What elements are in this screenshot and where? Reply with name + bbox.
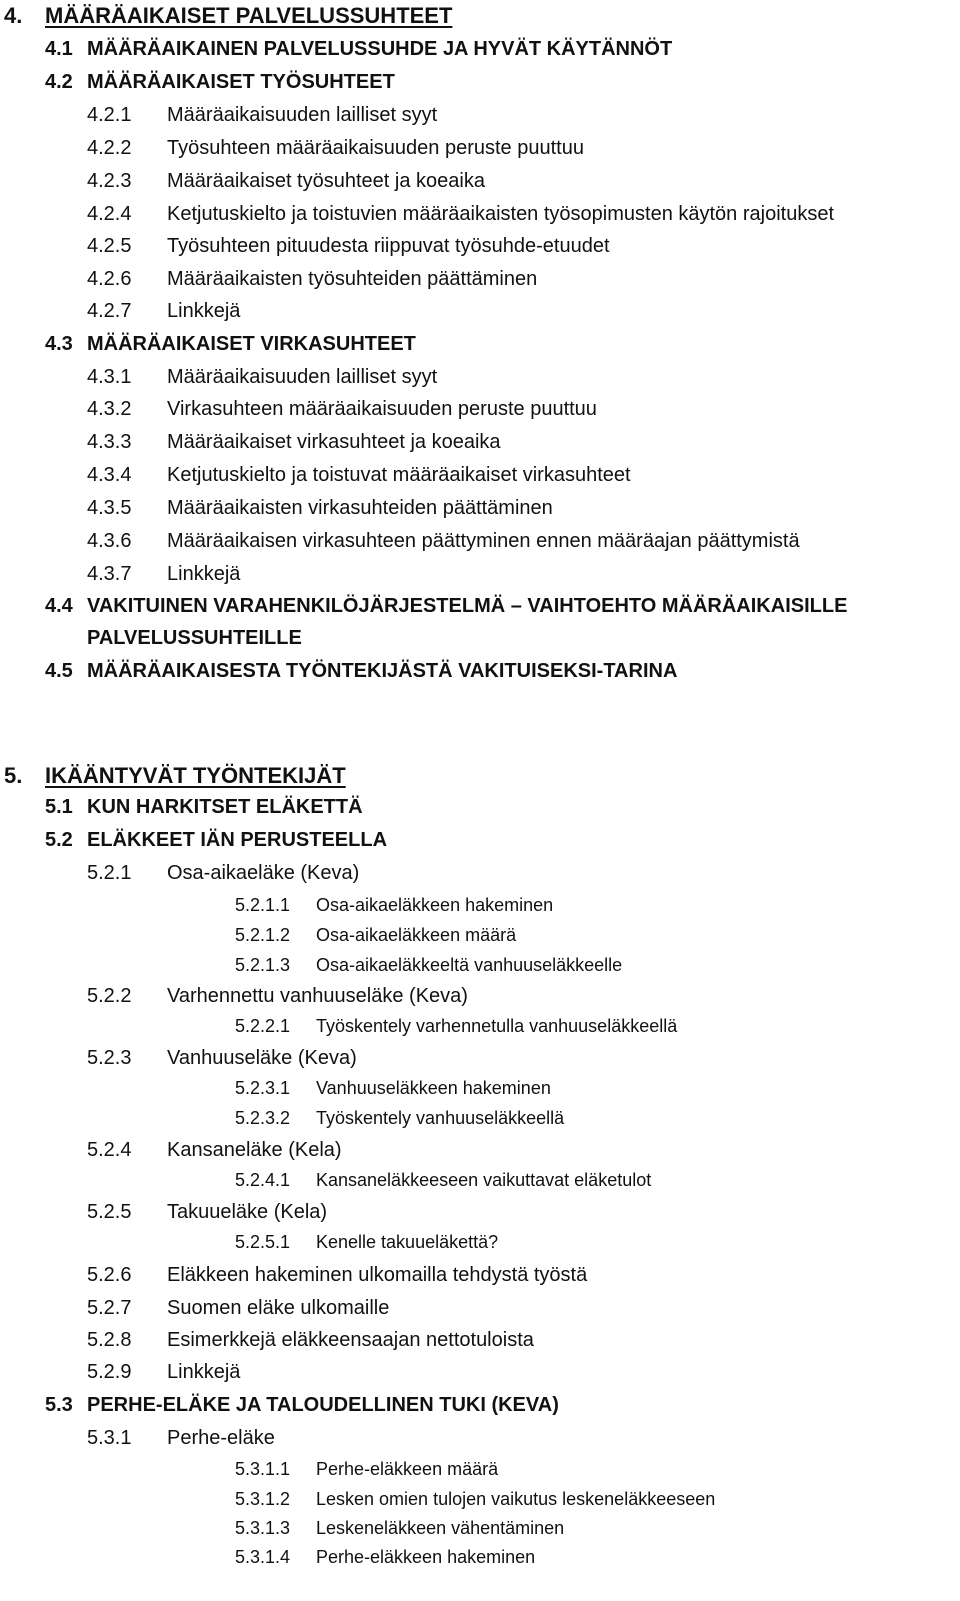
toc-entry-number: 4.3.6 [87, 530, 132, 552]
toc-entry-title[interactable]: Takuueläke (Kela) [167, 1201, 328, 1223]
toc-entry-title[interactable]: ELÄKKEET IÄN PERUSTEELLA [87, 829, 388, 851]
toc-entry-title[interactable]: Kenelle takuueläkettä? [316, 1232, 499, 1252]
toc-entry-number: 5.2.5.1 [235, 1232, 291, 1252]
toc-entry-title[interactable]: Määräaikaisten virkasuhteiden päättäminen [167, 497, 553, 519]
toc-entry-number: 4.2 [45, 71, 73, 93]
toc-entry-number: 4.3 [45, 333, 73, 355]
toc-entry-title[interactable]: Osa-aikaeläkkeen määrä [316, 925, 517, 945]
toc-entry-number: 5.3.1.1 [235, 1459, 291, 1479]
toc-entry-number: 5.2.1 [87, 862, 132, 884]
toc-entry-number: 5.1 [45, 796, 73, 818]
toc-entry-title[interactable]: Varhennettu vanhuuseläke (Keva) [167, 985, 468, 1007]
toc-entry-title[interactable]: Linkkejä [167, 563, 241, 585]
toc-entry-number: 5.3 [45, 1394, 73, 1416]
toc-entry-number: 4.3.5 [87, 497, 132, 519]
toc-entry-title[interactable]: KUN HARKITSET ELÄKETTÄ [87, 796, 363, 818]
toc-entry-number: 5.2.3.2 [235, 1108, 291, 1128]
toc-entry-title[interactable]: Kansaneläke (Kela) [167, 1139, 342, 1161]
toc-entry-number: 4.3.4 [87, 464, 132, 486]
toc-entry-title[interactable]: Lesken omien tulojen vaikutus leskeneläkkeeseen [316, 1489, 716, 1509]
toc-entry-number: 5.2.1.2 [235, 925, 291, 945]
toc-entry-number: 5.2.5 [87, 1201, 132, 1223]
toc-entry-title[interactable]: MÄÄRÄAIKAISET TYÖSUHTEET [87, 71, 395, 93]
toc-entry-title[interactable]: VAKITUINEN VARAHENKILÖJÄRJESTELMÄ – VAIHTOEHTO MÄÄRÄAIKAISILLE [87, 595, 848, 617]
toc-entry-title[interactable]: MÄÄRÄAIKAINEN PALVELUSSUHDE JA HYVÄT KÄYTÄNNÖT [87, 38, 673, 60]
toc-entry-title[interactable]: Kansaneläkkeeseen vaikuttavat eläketulot [316, 1170, 652, 1190]
toc-entry-number: 5.2.1.1 [235, 895, 291, 915]
toc-entry-number: 4.5 [45, 660, 73, 682]
toc-entry-number: 4.2.7 [87, 300, 132, 322]
toc-entry-number: 5.2.4.1 [235, 1170, 291, 1190]
toc-entry-number: 5.2.2.1 [235, 1016, 291, 1036]
toc-entry-number: 4.3.3 [87, 431, 132, 453]
toc-entry-title[interactable]: Eläkkeen hakeminen ulkomailla tehdystä työstä [167, 1264, 588, 1286]
toc-entry-title[interactable]: Määräaikaisen virkasuhteen päättyminen ennen määräajan päättymistä [167, 530, 800, 552]
toc-entry-title[interactable]: Perhe-eläke [167, 1427, 275, 1449]
toc-entry-number: 5.3.1 [87, 1427, 132, 1449]
toc-entry-number: 5.2.6 [87, 1264, 132, 1286]
toc-entry-number: 4.2.2 [87, 137, 132, 159]
toc-entry-number: 5.2.7 [87, 1297, 132, 1319]
toc-entry-number: 5.3.1.4 [235, 1547, 291, 1567]
toc-entry-title[interactable]: Perhe-eläkkeen määrä [316, 1459, 499, 1479]
toc-entry-title[interactable]: Esimerkkejä eläkkeensaajan nettotuloista [167, 1329, 534, 1351]
toc-entry-number: 5. [4, 763, 23, 788]
toc-entry-number: 4.4 [45, 595, 73, 617]
toc-entry-number: 4.2.4 [87, 203, 132, 225]
toc-entry-title[interactable]: Määräaikaiset virkasuhteet ja koeaika [167, 431, 501, 453]
toc-entry-title[interactable]: Vanhuuseläke (Keva) [167, 1047, 357, 1069]
toc-entry-number: 4.2.5 [87, 235, 132, 257]
toc-entry-number: 4.2.1 [87, 104, 132, 126]
toc-entry-title[interactable]: Määräaikaisuuden lailliset syyt [167, 104, 438, 126]
toc-entry-title[interactable]: Työskentely varhennetulla vanhuuseläkkeellä [316, 1016, 678, 1036]
toc-entry-number: 5.2 [45, 829, 73, 851]
toc-entry-number: 5.2.4 [87, 1139, 132, 1161]
toc-entry-number: 5.2.8 [87, 1329, 132, 1351]
toc-entry-number: 5.2.9 [87, 1361, 132, 1383]
toc-entry-number: 5.2.3.1 [235, 1078, 291, 1098]
toc-entry-number: 5.3.1.3 [235, 1518, 291, 1538]
toc-entry-title[interactable]: Ketjutuskielto ja toistuvat määräaikaiset virkasuhteet [167, 464, 631, 486]
toc-entry-number: 4.2.6 [87, 268, 132, 290]
toc-entry-number: 5.2.1.3 [235, 955, 291, 975]
toc-entry-number: 4.3.2 [87, 398, 132, 420]
toc-entry-title[interactable]: MÄÄRÄAIKAISET PALVELUSSUHTEET [45, 3, 453, 28]
toc-entry-title[interactable]: Osa-aikaeläkkeen hakeminen [316, 895, 554, 915]
toc-entry-title[interactable]: Virkasuhteen määräaikaisuuden peruste puuttuu [167, 398, 597, 420]
toc-entry-title-continued[interactable]: PALVELUSSUHTEILLE [87, 627, 302, 649]
toc-entry-title[interactable]: Määräaikaisuuden lailliset syyt [167, 366, 438, 388]
toc-entry-title[interactable]: Suomen eläke ulkomaille [167, 1297, 390, 1319]
toc-entry-title[interactable]: Ketjutuskielto ja toistuvien määräaikaisten työsopimusten käytön rajoitukset [167, 203, 835, 225]
toc-entry-title[interactable]: Osa-aikaeläke (Keva) [167, 862, 360, 884]
toc-entry-title[interactable]: Linkkejä [167, 1361, 241, 1383]
toc-entry-number: 5.3.1.2 [235, 1489, 291, 1509]
toc-entry-title[interactable]: Perhe-eläkkeen hakeminen [316, 1547, 536, 1567]
toc-entry-title[interactable]: Määräaikaisten työsuhteiden päättäminen [167, 268, 538, 290]
toc-entry-title[interactable]: MÄÄRÄAIKAISET VIRKASUHTEET [87, 333, 416, 355]
toc-entry-title[interactable]: IKÄÄNTYVÄT TYÖNTEKIJÄT [45, 763, 346, 788]
toc-entry-number: 4.2.3 [87, 170, 132, 192]
toc-entry-title[interactable]: Osa-aikaeläkkeeltä vanhuuseläkkeelle [316, 955, 623, 975]
toc-entry-title[interactable]: Työsuhteen pituudesta riippuvat työsuhde-etuudet [167, 235, 610, 257]
toc-entry-title[interactable]: MÄÄRÄAIKAISESTA TYÖNTEKIJÄSTÄ VAKITUISEKSI-TARINA [87, 660, 678, 682]
toc-entry-number: 4. [4, 3, 23, 28]
toc-entry-number: 4.3.1 [87, 366, 132, 388]
toc-entry-number: 5.2.3 [87, 1047, 132, 1069]
toc-entry-number: 4.3.7 [87, 563, 132, 585]
toc-entry-title[interactable]: Määräaikaiset työsuhteet ja koeaika [167, 170, 485, 192]
toc-entry-number: 4.1 [45, 38, 73, 60]
toc-entry-number: 5.2.2 [87, 985, 132, 1007]
toc-entry-title[interactable]: Työsuhteen määräaikaisuuden peruste puuttuu [167, 137, 584, 159]
toc-entry-title[interactable]: Linkkejä [167, 300, 241, 322]
toc-entry-title[interactable]: Leskeneläkkeen vähentäminen [316, 1518, 565, 1538]
toc-entry-title[interactable]: PERHE-ELÄKE JA TALOUDELLINEN TUKI (KEVA) [87, 1394, 559, 1416]
toc-entry-title[interactable]: Vanhuuseläkkeen hakeminen [316, 1078, 551, 1098]
toc-entry-title[interactable]: Työskentely vanhuuseläkkeellä [316, 1108, 565, 1128]
